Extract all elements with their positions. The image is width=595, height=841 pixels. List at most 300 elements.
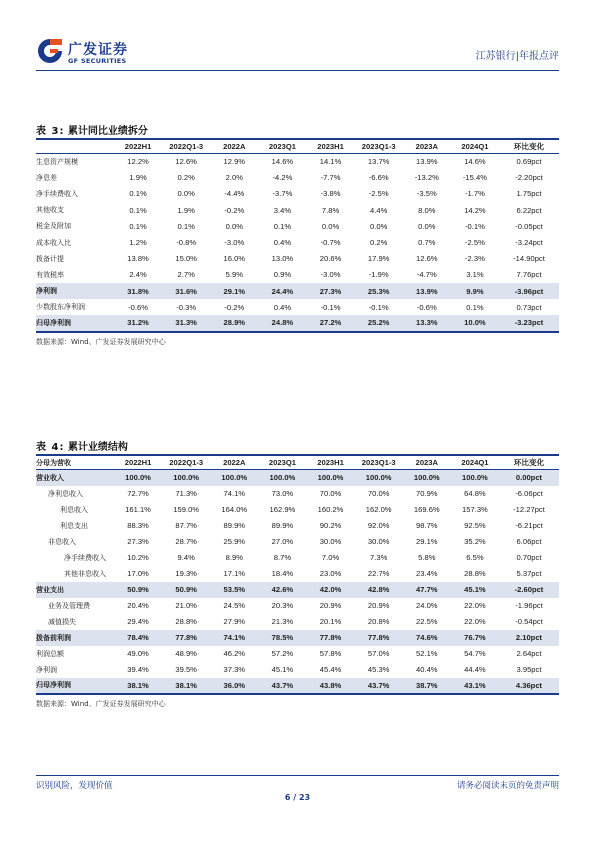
table-cell: 28.7% (175, 537, 197, 546)
table-row (36, 267, 559, 283)
table-cell: 28.8% (464, 569, 486, 578)
table-cell: 3.95pct (516, 665, 542, 674)
table-row (36, 566, 559, 582)
table-cell: 100.0% (210, 470, 258, 486)
table-cell: 24.5% (223, 601, 246, 610)
column-header: 2023Q1-3 (355, 455, 403, 470)
table-row (36, 234, 559, 250)
table-cell: 98.7% (416, 521, 438, 530)
table-cell: 31.3% (162, 315, 210, 331)
table-cell: 57.8% (319, 649, 342, 658)
table-cell: -0.3% (176, 302, 197, 312)
table-row (36, 170, 559, 186)
table-cell: 70.0% (367, 489, 390, 498)
table-cell: -6.6% (368, 173, 389, 183)
table-cell: 43.7% (258, 678, 306, 694)
column-header: 2022Q1-3 (162, 139, 210, 154)
table-row (36, 486, 559, 502)
row-label: 利息收入 (60, 505, 88, 514)
table-cell: 12.2% (127, 157, 149, 167)
table-cell: 45.1% (271, 665, 294, 674)
table-cell: 0.0% (225, 221, 243, 231)
table-cell: 10.2% (127, 553, 149, 562)
table-cell: 27.3% (127, 537, 149, 546)
table-cell: 13.0% (271, 254, 294, 264)
table-cell: 92.0% (367, 521, 390, 530)
table-cell: 44.4% (464, 665, 486, 674)
table-cell: -4.7% (416, 270, 437, 280)
column-header (36, 139, 114, 154)
table-cell: 25.2% (355, 315, 403, 331)
table-cell: 13.3% (403, 315, 451, 331)
table-cell: 57.2% (271, 649, 294, 658)
table-cell: 36.0% (210, 678, 258, 694)
table-row (36, 678, 559, 694)
table-cell: 100.0% (162, 470, 210, 486)
table-cell: -0.2% (224, 302, 245, 312)
page-number: 6 / 23 (284, 793, 311, 802)
table-cell: 37.3% (223, 665, 246, 674)
table-cell: 100.0% (307, 470, 355, 486)
table-cell: -0.05pct (515, 221, 543, 231)
table-cell: 0.1% (273, 221, 292, 231)
table-cell: 23.4% (416, 569, 438, 578)
row-label: 净手续费收入 (36, 189, 78, 198)
table-cell: 31.6% (162, 283, 210, 299)
row-label: 非息收入 (48, 537, 76, 546)
table-row (36, 283, 559, 299)
table4-source: 数据来源：Wind、广发证券发展研究中心 (36, 700, 166, 708)
table-cell: 71.3% (175, 489, 197, 498)
table-cell: -4.4% (224, 189, 245, 199)
table-cell: 29.1% (416, 537, 438, 546)
table-cell: 7.0% (321, 553, 340, 562)
table-cell: 74.1% (210, 630, 258, 646)
table-cell: 45.3% (367, 665, 390, 674)
table-cell: 0.1% (129, 189, 147, 199)
table-cell: -0.7% (320, 238, 341, 248)
row-label: 拨备前利润 (36, 630, 114, 646)
table-cell: 2.4% (129, 270, 147, 280)
table-cell: 13.7% (367, 157, 390, 167)
column-header: 2023H1 (307, 455, 355, 470)
gf-logo-icon (36, 37, 64, 65)
table-cell: 47.7% (403, 582, 451, 598)
table-cell: 42.0% (307, 582, 355, 598)
table-cell: 8.9% (225, 553, 243, 562)
row-label: 净息差 (36, 173, 57, 182)
table-cell: 3.1% (466, 270, 484, 280)
row-label: 净利润 (36, 283, 114, 299)
table-cell: -6.21pct (515, 521, 543, 530)
table-cell: 30.0% (319, 537, 342, 546)
table-cell: -2.20pct (515, 173, 543, 183)
table-cell: 64.8% (464, 489, 486, 498)
table-row (36, 550, 559, 566)
table-cell: 21.0% (175, 601, 197, 610)
table-cell: 7.3% (370, 553, 388, 562)
table-header-row (36, 455, 559, 470)
table3-caption: 累计同比业绩拆分 (67, 126, 148, 137)
table-cell: -0.8% (176, 238, 197, 248)
table-cell: 27.9% (223, 617, 246, 626)
table-cell: -15.4% (462, 173, 487, 183)
table-cell: 78.4% (114, 630, 162, 646)
table-row (36, 186, 559, 202)
table-cell: 3.4% (273, 205, 292, 215)
column-header: 2023Q1 (258, 455, 306, 470)
table-cell: 13.9% (403, 283, 451, 299)
table-cell: 0.4% (273, 302, 292, 312)
table-cell: 25.3% (355, 283, 403, 299)
table4-prefix: 表 4: (36, 442, 65, 453)
table-cell: -0.1% (368, 302, 389, 312)
table-cell: 160.2% (317, 505, 344, 514)
table-cell: 6.06pct (516, 537, 542, 546)
table-cell: 14.2% (464, 205, 486, 215)
table-cell: 1.75pct (516, 189, 542, 199)
row-label: 利息支出 (60, 521, 88, 530)
table-cell: 6.22pct (516, 205, 542, 215)
table-cell: 31.8% (114, 283, 162, 299)
table-cell: 90.2% (319, 521, 342, 530)
row-label: 生息资产规模 (36, 157, 78, 166)
table-cell: 0.70pct (516, 553, 542, 562)
table-cell: 43.1% (451, 678, 499, 694)
table-cell: 157.3% (462, 505, 488, 514)
row-label: 利润总额 (36, 649, 64, 658)
table-cell: 54.7% (464, 649, 486, 658)
table-cell: 48.9% (175, 649, 197, 658)
row-label: 营业支出 (36, 582, 114, 598)
table-cell: 21.3% (271, 617, 294, 626)
table-cell: 20.8% (367, 617, 390, 626)
table-cell: 92.5% (464, 521, 486, 530)
table-cell: -3.0% (320, 270, 341, 280)
table-cell: 14.6% (464, 157, 486, 167)
table-cell: 162.0% (365, 505, 392, 514)
table-cell: 15.0% (175, 254, 197, 264)
table3-prefix: 表 3: (36, 126, 65, 137)
table-cell: -12.27pct (513, 505, 545, 514)
row-label: 成本收入比 (36, 238, 71, 247)
row-label: 归母净利润 (36, 315, 114, 331)
table-cell: 13.8% (127, 254, 149, 264)
table-cell: 100.0% (258, 470, 306, 486)
table-cell: 10.0% (451, 315, 499, 331)
table-cell: 22.5% (416, 617, 438, 626)
table3-source: 数据来源：Wind、广发证券发展研究中心 (36, 338, 166, 346)
table-cell: -1.7% (465, 189, 485, 199)
column-header: 2022Q1-3 (162, 455, 210, 470)
table-cell: 0.69pct (516, 157, 542, 167)
column-header: 2023Q1-3 (355, 139, 403, 154)
table-cell: -2.3% (465, 254, 485, 264)
table-cell: -3.23pct (499, 315, 559, 331)
table-cell: 162.9% (269, 505, 296, 514)
column-header: 环比变化 (499, 139, 559, 154)
table4 (36, 454, 559, 695)
table-cell: 45.4% (319, 665, 342, 674)
table-cell: 100.0% (114, 470, 162, 486)
table-cell: -0.6% (128, 302, 148, 312)
table-cell: 38.7% (403, 678, 451, 694)
row-label: 拨备计提 (36, 254, 64, 263)
table-cell: 0.1% (129, 221, 147, 231)
table-cell: 20.1% (319, 617, 342, 626)
table-cell: 77.8% (307, 630, 355, 646)
table-cell: 0.0% (177, 189, 195, 199)
table-cell: 0.1% (177, 221, 195, 231)
table-cell: 6.5% (466, 553, 484, 562)
table-row (36, 598, 559, 614)
table-cell: 24.0% (416, 601, 438, 610)
table-cell: 22.0% (464, 617, 486, 626)
table-cell: 1.2% (129, 238, 147, 248)
table-row (36, 502, 559, 518)
table-row (36, 582, 559, 598)
table-cell: 1.9% (177, 205, 195, 215)
table-cell: 14.1% (319, 157, 342, 167)
table-cell: 49.0% (127, 649, 149, 658)
column-header: 2022H1 (114, 139, 162, 154)
table4-title (36, 438, 128, 453)
table-row (36, 251, 559, 267)
table3-title (36, 122, 148, 137)
table3 (36, 138, 559, 333)
table-cell: 5.9% (225, 270, 243, 280)
table-cell: -0.1% (465, 221, 485, 231)
table-cell: 0.00pct (499, 470, 559, 486)
table-cell: 74.1% (223, 489, 246, 498)
table-cell: -1.9% (368, 270, 389, 280)
table-cell: 9.9% (451, 283, 499, 299)
table-cell: 50.9% (162, 582, 210, 598)
table-cell: -0.6% (416, 302, 437, 312)
table-cell: -14.90pct (513, 254, 545, 264)
table-cell: 100.0% (355, 470, 403, 486)
table-cell: 5.8% (418, 553, 436, 562)
column-header: 2024Q1 (451, 139, 499, 154)
table-cell: 27.0% (271, 537, 294, 546)
table-cell: 169.6% (413, 505, 440, 514)
table-cell: 0.2% (370, 238, 388, 248)
table-cell: -3.8% (320, 189, 341, 199)
table-cell: 20.9% (319, 601, 342, 610)
table-cell: 42.8% (355, 582, 403, 598)
table-cell: 0.9% (273, 270, 292, 280)
table-cell: 9.4% (177, 553, 195, 562)
table-cell: 24.4% (258, 283, 306, 299)
table-cell: 43.7% (355, 678, 403, 694)
table-cell: 12.6% (416, 254, 438, 264)
row-label: 净利息收入 (48, 489, 83, 498)
table-cell: 20.3% (271, 601, 294, 610)
table-cell: -2.60pct (499, 582, 559, 598)
table-cell: 22.7% (367, 569, 390, 578)
table-cell: 22.0% (464, 601, 486, 610)
table-row (36, 518, 559, 534)
table-cell: -3.96pct (499, 283, 559, 299)
column-header: 2023A (403, 455, 451, 470)
table-cell: 0.73pct (516, 302, 542, 312)
footer-divider (36, 775, 559, 776)
table-cell: 2.7% (177, 270, 195, 280)
table-row (36, 299, 559, 315)
table-cell: 88.3% (127, 521, 149, 530)
table-cell: 28.9% (210, 315, 258, 331)
table-cell: 0.0% (418, 221, 436, 231)
column-header: 2024Q1 (451, 455, 499, 470)
table-cell: 2.64pct (516, 649, 542, 658)
table-cell: 20.4% (127, 601, 149, 610)
table-cell: 100.0% (403, 470, 451, 486)
table-cell: 20.6% (319, 254, 342, 264)
column-header: 2022A (210, 139, 258, 154)
row-label: 减值损失 (48, 617, 76, 626)
table-cell: 31.2% (114, 315, 162, 331)
table-cell: 45.1% (451, 582, 499, 598)
table-row (36, 630, 559, 646)
table-cell: 161.1% (125, 505, 151, 514)
row-label: 少数股东净利润 (36, 303, 85, 312)
table-cell: 46.2% (223, 649, 246, 658)
table-cell: 72.7% (127, 489, 149, 498)
row-label: 其他非息收入 (64, 569, 106, 578)
table-row (36, 614, 559, 630)
row-label: 归母净利润 (36, 678, 114, 694)
table-cell: 14.6% (271, 157, 294, 167)
table-cell: 0.0% (321, 221, 340, 231)
table-cell: 4.36pct (499, 678, 559, 694)
table-cell: 38.1% (114, 678, 162, 694)
table-cell: 12.9% (223, 157, 246, 167)
table-cell: 29.1% (210, 283, 258, 299)
table-cell: 17.0% (127, 569, 149, 578)
table-cell: -2.5% (368, 189, 389, 199)
table-cell: 43.8% (307, 678, 355, 694)
table-cell: 17.9% (367, 254, 390, 264)
table-cell: 27.2% (307, 315, 355, 331)
table-cell: 8.0% (418, 205, 436, 215)
table-cell: -13.2% (414, 173, 439, 183)
table-cell: -3.24pct (515, 238, 543, 248)
table-cell: 42.6% (258, 582, 306, 598)
table-cell: -3.0% (224, 238, 245, 248)
table-cell: 25.9% (223, 537, 246, 546)
table-cell: -6.06pct (515, 489, 543, 498)
table-cell: 2.0% (225, 173, 243, 183)
table-cell: 39.5% (175, 665, 197, 674)
table-cell: 13.9% (416, 157, 438, 167)
column-header: 2023Q1 (258, 139, 306, 154)
column-header: 2022A (210, 455, 258, 470)
table-cell: 70.9% (416, 489, 438, 498)
company-logo (36, 37, 136, 69)
row-label: 净手续费收入 (64, 553, 106, 562)
table-cell: 0.7% (418, 238, 436, 248)
table-cell: 164.0% (221, 505, 248, 514)
table-cell: 0.4% (273, 238, 292, 248)
column-header: 2023A (403, 139, 451, 154)
table-cell: 29.4% (127, 617, 149, 626)
table-cell: 30.0% (367, 537, 390, 546)
table-cell: -7.7% (320, 173, 341, 183)
table-cell: 100.0% (451, 470, 499, 486)
table-row (36, 470, 559, 486)
table-cell: 40.4% (416, 665, 438, 674)
table-cell: 50.9% (114, 582, 162, 598)
table-cell: 0.0% (370, 221, 388, 231)
table-cell: -0.54pct (515, 617, 543, 626)
table-cell: 0.1% (466, 302, 484, 312)
table-cell: 39.4% (127, 665, 149, 674)
table-cell: 77.8% (355, 630, 403, 646)
table-row (36, 662, 559, 678)
table-row (36, 534, 559, 550)
column-header: 环比变化 (499, 455, 559, 470)
table-cell: 0.1% (129, 205, 147, 215)
table-cell: 12.6% (175, 157, 197, 167)
header-divider (36, 70, 559, 71)
table-cell: 73.0% (271, 489, 294, 498)
table-cell: 16.0% (223, 254, 246, 264)
table-cell: 8.7% (273, 553, 292, 562)
table-cell: 74.6% (403, 630, 451, 646)
page-header (0, 0, 595, 72)
table-row (36, 154, 559, 170)
row-label: 其他收支 (36, 206, 64, 215)
table-cell: 53.5% (210, 582, 258, 598)
table-row (36, 646, 559, 662)
row-label: 有效税率 (36, 270, 64, 279)
table-cell: 18.4% (271, 569, 294, 578)
table-cell: 35.2% (464, 537, 486, 546)
report-tag: 江苏银行|年报点评 (475, 51, 559, 62)
table-cell: 78.5% (258, 630, 306, 646)
table-cell: 17.1% (223, 569, 246, 578)
table-cell: -1.96pct (515, 601, 543, 610)
logo-text-cn: 广发证券 (68, 42, 128, 58)
table-cell: 5.37pct (516, 569, 542, 578)
row-label: 营业收入 (36, 470, 114, 486)
row-label: 净利润 (36, 665, 57, 674)
table-header-row (36, 139, 559, 154)
table-cell: 28.8% (175, 617, 197, 626)
table-cell: 7.8% (321, 205, 340, 215)
table-cell: 70.0% (319, 489, 342, 498)
table-cell: -0.2% (224, 205, 245, 215)
column-header: 2023H1 (307, 139, 355, 154)
column-header: 2022H1 (114, 455, 162, 470)
table-cell: -0.1% (320, 302, 341, 312)
table-row (36, 315, 559, 331)
logo-text-en: GF SECURITIES (68, 57, 127, 65)
table-cell: 4.4% (370, 205, 388, 215)
row-label: 业务及管理费 (48, 601, 90, 610)
table-cell: 159.0% (173, 505, 200, 514)
table-cell: 7.76pct (516, 270, 542, 280)
table-row (36, 202, 559, 218)
table-cell: 52.1% (416, 649, 438, 658)
table-cell: 23.0% (319, 569, 342, 578)
row-label: 税金及附加 (36, 222, 71, 231)
table-row (36, 218, 559, 234)
table-cell: 89.9% (223, 521, 246, 530)
table-cell: 2.10pct (499, 630, 559, 646)
column-header: 分母为营收 (36, 455, 114, 470)
table-cell: 1.9% (129, 173, 147, 183)
